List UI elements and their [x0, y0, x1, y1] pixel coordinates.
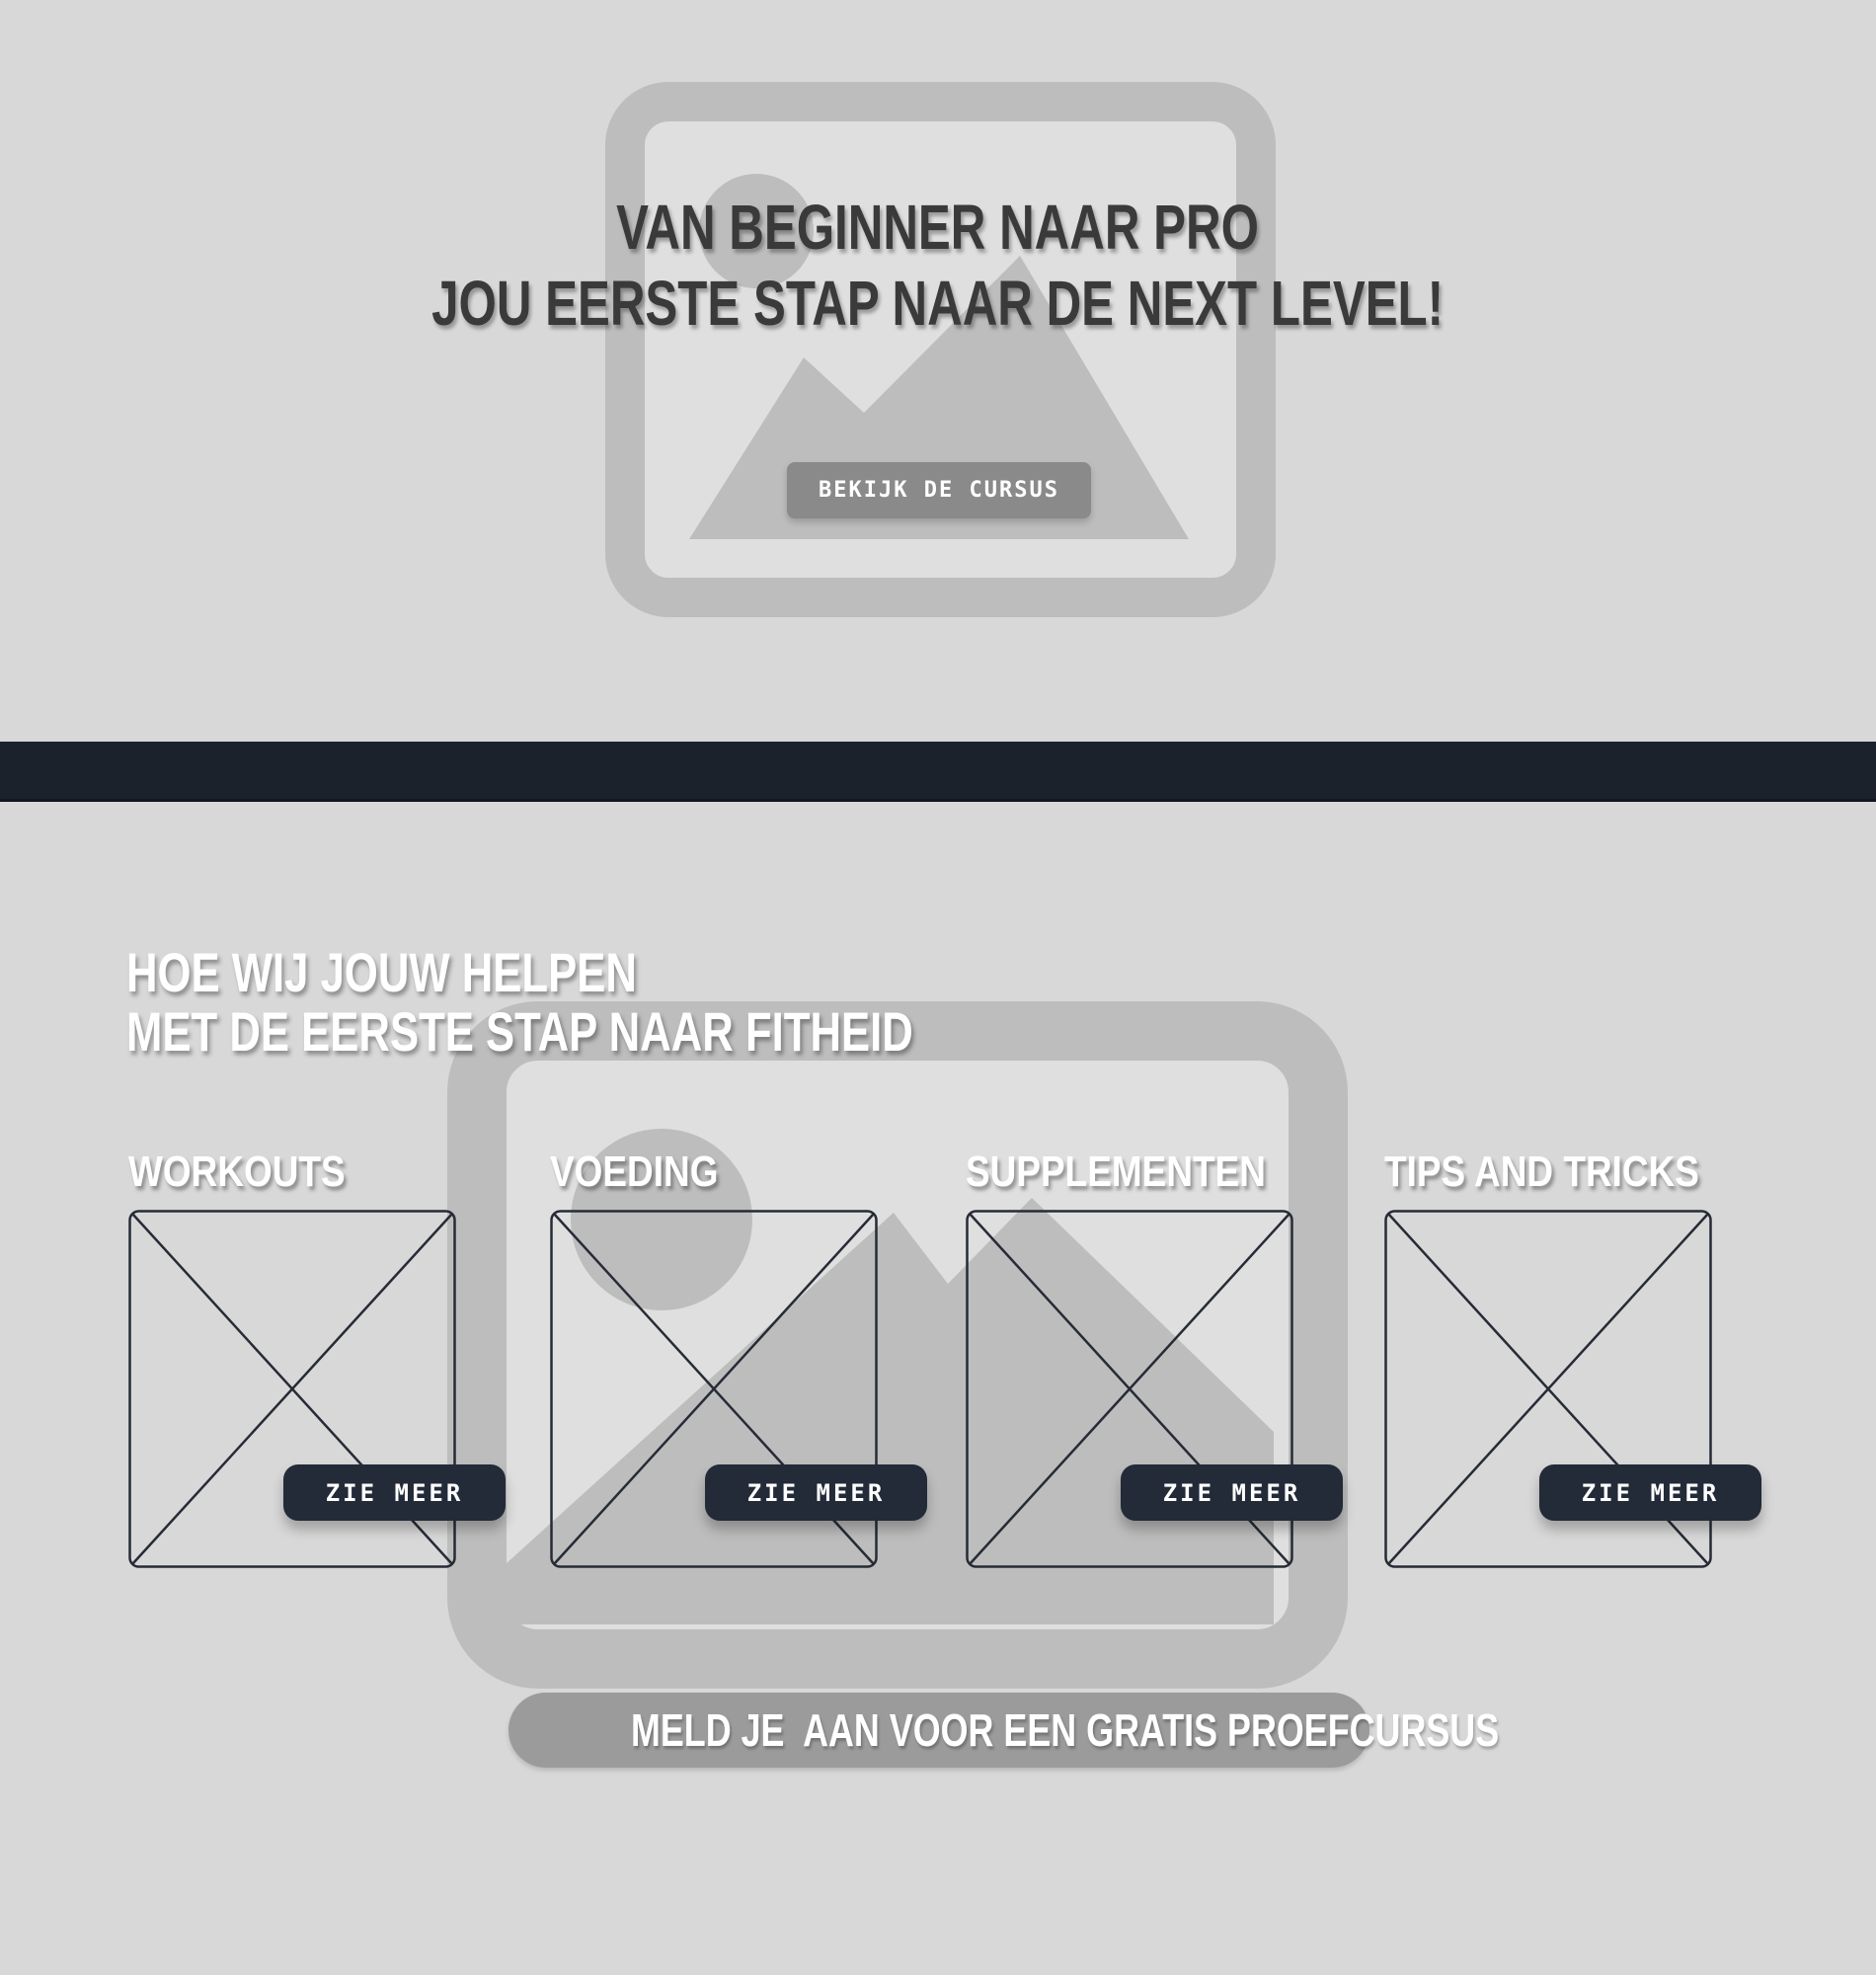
divider-bar — [0, 742, 1876, 802]
category-label: WORKOUTS — [128, 1147, 346, 1196]
zie-meer-button-supplementen[interactable]: ZIE MEER — [1121, 1464, 1343, 1521]
help-title-line2: MET DE EERSTE STAP NAAR FITHEID — [126, 1000, 913, 1063]
hero-title-line1: VAN BEGINNER NAAR PRO — [616, 192, 1260, 263]
category-supplementen — [966, 1147, 1301, 1574]
hero-title — [0, 190, 1876, 342]
category-label: SUPPLEMENTEN — [966, 1147, 1266, 1196]
zie-meer-button-tips-and-tricks[interactable]: ZIE MEER — [1539, 1464, 1761, 1521]
image-placeholder-icon — [605, 82, 1276, 617]
category-label: TIPS AND TRICKS — [1384, 1147, 1699, 1196]
gratis-proefcursus-signup-button[interactable] — [508, 1693, 1500, 1768]
signup-button-label: MELD JE AAN VOOR EEN GRATIS PROEFCURSUS — [630, 1704, 1500, 1756]
category-workouts — [128, 1147, 464, 1574]
hero-title-line2: JOU EERSTE STAP NAAR DE NEXT LEVEL! — [431, 268, 1445, 339]
zie-meer-button-voeding[interactable]: ZIE MEER — [705, 1464, 927, 1521]
zie-meer-button-workouts[interactable]: ZIE MEER — [283, 1464, 506, 1521]
category-voeding — [550, 1147, 886, 1574]
help-title-line1: HOE WIJ JOUW HELPEN — [126, 941, 637, 1003]
help-title — [126, 943, 1135, 1062]
bekijk-de-cursus-button[interactable]: BEKIJK DE CURSUS — [787, 462, 1091, 518]
category-tips-and-tricks — [1384, 1147, 1720, 1574]
category-label: VOEDING — [550, 1147, 719, 1196]
